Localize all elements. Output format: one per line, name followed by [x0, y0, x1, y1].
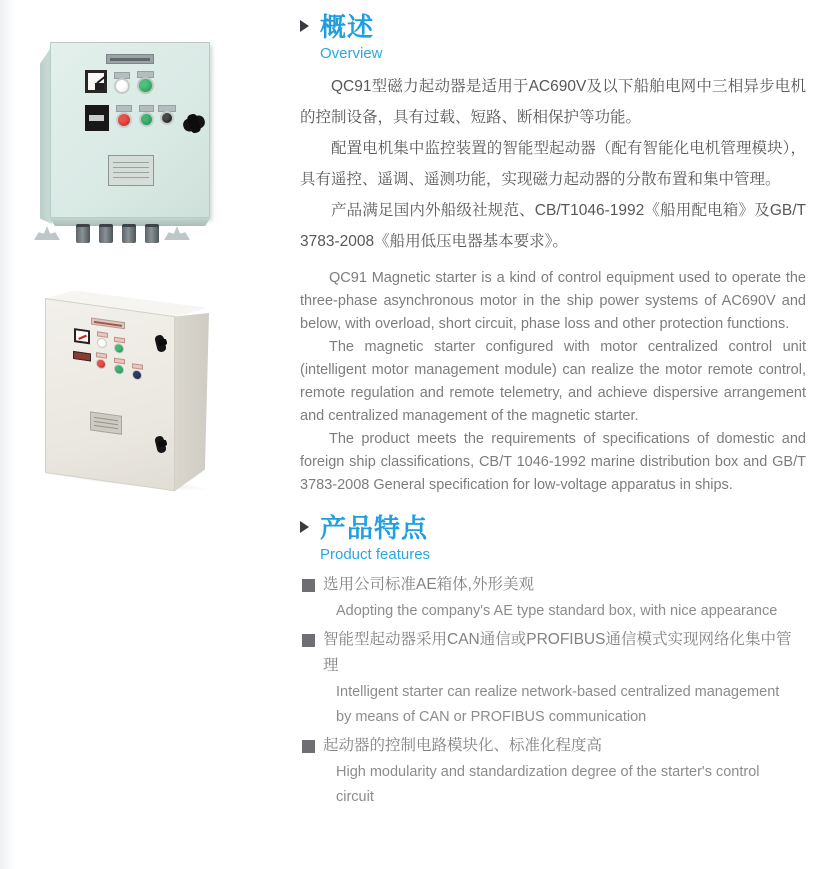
ammeter-gauge: [74, 328, 90, 344]
features-title-en: Product features: [320, 546, 431, 563]
push-button-green: [139, 112, 154, 127]
triangle-bullet-icon: [300, 521, 309, 533]
lamp-label-tag: [97, 331, 108, 338]
cable-gland: [99, 224, 113, 243]
product-photo-front-view: [32, 42, 218, 247]
cable-gland: [76, 224, 90, 243]
overview-title-en: Overview: [320, 45, 383, 62]
feature-zh-line: [300, 733, 806, 759]
overview-en-paragraph: The magnetic starter configured with motor centralized control unit (intelligent motor management module) can realize the motor remote control, remote regulation and remote telemetry, and achieve dispersive arrangement and centralized management of the magnetic starter.: [300, 339, 806, 424]
push-button-navy: [132, 369, 142, 380]
breaker-module: [85, 105, 109, 131]
feature-en-text: Intelligent starter can realize network-based centralized management by means of CAN or PROFIBUS communication: [336, 684, 780, 725]
feature-en-text: High modularity and standardization degree of the starter's control circuit: [336, 764, 760, 805]
feature-list: [300, 572, 806, 810]
indicator-lamp-white: [114, 78, 130, 94]
warning-label: [73, 351, 91, 362]
nameplate: [108, 155, 154, 186]
rotary-switch-handle: [182, 114, 207, 133]
ammeter-gauge: [85, 70, 107, 93]
overview-en-paragraph: QC91 Magnetic starter is a kind of control equipment used to operate the three-phase asynchronous motor in the ship power systems of AC690V and below, with overload, short circuit, phase loss and other protection functions.: [300, 270, 806, 332]
feature-zh-text: 起动器的控制电路模块化、标准化程度高: [323, 737, 603, 754]
push-button-red: [96, 358, 106, 369]
feature-item: [300, 733, 806, 810]
cabinet-front-panel: [50, 42, 210, 218]
button-label-tag: [132, 363, 143, 370]
cabinet-title-label: [106, 54, 154, 64]
triangle-bullet-icon: [300, 20, 309, 32]
feature-en-text: Adopting the company's AE type standard box, with nice appearance: [336, 603, 778, 619]
overview-en-paragraph: The product meets the requirements of specifications of domestic and foreign ship classifications, CB/T 1046-1992 marine distribution box and GB/T 3783-2008 General specification for low-voltage apparatus in ships.: [300, 431, 806, 493]
content-column: [300, 12, 806, 813]
cable-gland: [122, 224, 136, 243]
ammeter-terminal: [95, 83, 104, 90]
square-bullet-icon: [302, 634, 315, 647]
feature-zh-line: [300, 627, 806, 679]
button-label-tag: [114, 358, 125, 365]
push-button-green: [114, 364, 124, 375]
cable-gland: [145, 224, 159, 243]
indicator-lamp-white: [97, 337, 107, 348]
square-bullet-icon: [302, 579, 315, 592]
button-label-tag: [139, 105, 154, 112]
indicator-lamp-green: [137, 77, 154, 94]
overview-title-zh: 概述: [320, 12, 375, 42]
cabinet-title-label: [91, 317, 125, 329]
push-button-red: [116, 112, 132, 128]
push-button-black: [160, 111, 174, 125]
overview-zh-paragraph: 配置电机集中监控装置的智能型起动器（配有智能化电机管理模块），具有遥控、遥调、遥测功能，实现磁力起动器的分散布置和集中管理。: [300, 140, 806, 188]
overview-section-header: [300, 12, 806, 63]
features-section: [300, 513, 806, 810]
indicator-lamp-green: [114, 343, 124, 354]
feature-zh-text: 智能型起动器采用CAN通信或PROFIBUS通信模式实现网络化集中管理: [323, 631, 792, 674]
cabinet-side-face: [175, 313, 209, 491]
overview-zh-paragraph: 产品满足国内外船级社规范、CB/T1046-1992《船用配电箱》及GB/T 3783-2008《船用低压电器基本要求》。: [300, 202, 806, 250]
feature-item: [300, 572, 806, 624]
features-section-header: [300, 513, 806, 564]
feature-zh-text: 选用公司标准AE箱体,外形美观: [323, 576, 534, 593]
mounting-bracket: [164, 226, 190, 240]
feature-zh-line: [300, 572, 806, 598]
nameplate: [90, 411, 122, 434]
cabinet-front-panel: [45, 298, 175, 491]
button-label-tag: [96, 352, 107, 359]
feature-item: [300, 627, 806, 730]
mounting-bracket: [34, 226, 60, 240]
features-title-zh: 产品特点: [320, 513, 429, 543]
overview-paragraphs-zh: [300, 71, 806, 257]
square-bullet-icon: [302, 740, 315, 753]
button-label-tag: [116, 105, 132, 112]
product-photo-perspective-view: [20, 280, 250, 505]
overview-paragraphs-en: [300, 267, 806, 497]
lamp-label-tag: [114, 337, 125, 344]
overview-zh-paragraph: QC91型磁力起动器是适用于AC690V及以下船舶电网中三相异步电机的控制设备，具有过载、短路、断相保护等功能。: [300, 78, 806, 126]
page-left-gutter: [0, 0, 14, 869]
